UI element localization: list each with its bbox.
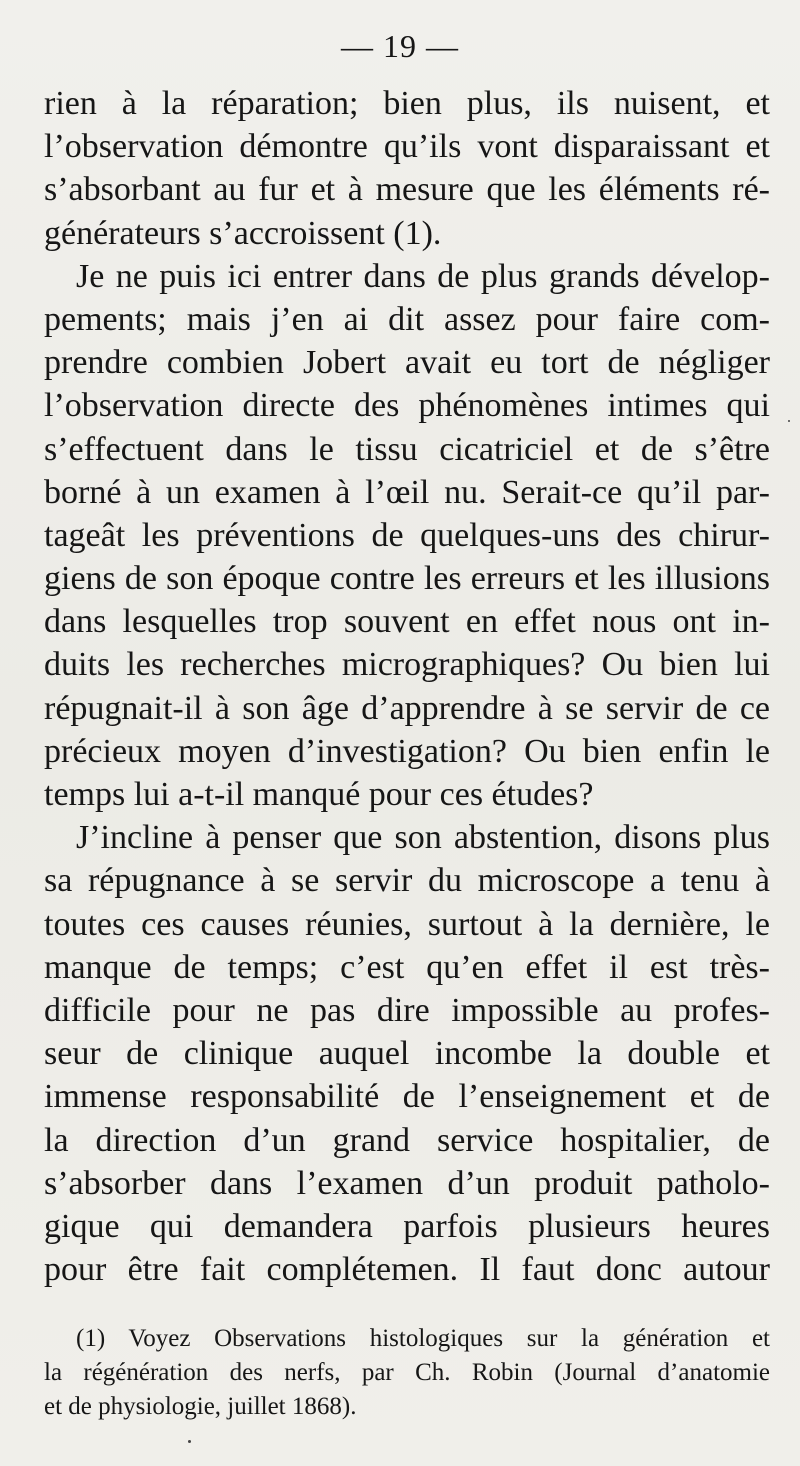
text-line: difficile pour ne pas dire impossible au profes-	[44, 991, 770, 1029]
text-line: pements; mais j’en ai dit assez pour faire com-	[44, 300, 770, 338]
text-line: rien à la réparation; bien plus, ils nuisent, et	[44, 85, 770, 122]
text-line: dans lesquelles trop souvent en effet nous ont in-	[44, 603, 770, 641]
text-line: sa répugnance à se servir du microscope a tenu à	[44, 862, 770, 900]
text-line: Je ne puis ici entrer dans de plus grands dévelop-	[76, 257, 770, 295]
footnote-line: et de physiologie, juillet 1868).	[44, 1393, 357, 1420]
text-line: manque de temps; c’est qu’en effet il est très-	[44, 948, 770, 986]
text-line: borné à un examen à l’œil nu. Serait-ce qu’il par-	[44, 473, 770, 511]
text-line: l’observation démontre qu’ils vont disparaissant et	[44, 128, 770, 166]
text-line: immense responsabilité de l’enseignement et de	[44, 1078, 770, 1116]
text-line: J’incline à penser que son abstention, disons plus	[76, 819, 770, 857]
footnote-line: (1) Voyez Observations histologiques sur la génération et	[76, 1325, 770, 1352]
text-line: tageât les préventions de quelques-uns des chirur-	[44, 516, 770, 554]
text-line: duits les recherches micrographiques? Ou bien lui	[44, 646, 770, 684]
text-line: seur de clinique auquel incombe la double et	[44, 1035, 770, 1073]
paper-speck	[188, 1440, 191, 1443]
text-line: la direction d’un grand service hospitalier, de	[44, 1121, 770, 1159]
text-line: l’observation directe des phénomènes intimes qui	[44, 387, 770, 425]
body-text	[44, 82, 770, 1291]
text-line: précieux moyen d’investigation? Ou bien enfin le	[44, 732, 770, 770]
text-line: répugnait-il à son âge d’apprendre à se servir de ce	[44, 689, 770, 727]
text-line: générateurs s’accroissent (1).	[44, 214, 442, 252]
text-line: s’effectuent dans le tissu cicatriciel et de s’être	[44, 430, 770, 468]
text-line: gique qui demandera parfois plusieurs heures	[44, 1207, 770, 1245]
footnote-line: la régénération des nerfs, par Ch. Robin (Journal d’anatomie	[44, 1359, 770, 1386]
footnote	[44, 1322, 770, 1424]
text-line: s’absorbant au fur et à mesure que les éléments ré-	[44, 171, 770, 209]
text-line: prendre combien Jobert avait eu tort de négliger	[44, 344, 770, 382]
text-line: pour être fait complétemen. Il faut donc autour	[44, 1251, 770, 1289]
text-line: s’absorber dans l’examen d’un produit patholo-	[44, 1164, 770, 1202]
page-number: — 19 —	[341, 28, 459, 64]
text-line: toutes ces causes réunies, surtout à la dernière, le	[44, 905, 770, 943]
text-line: temps lui a-t-il manqué pour ces études?	[44, 776, 594, 813]
paper-speck	[788, 420, 790, 422]
text-line: giens de son époque contre les erreurs et les illusions	[44, 560, 770, 598]
